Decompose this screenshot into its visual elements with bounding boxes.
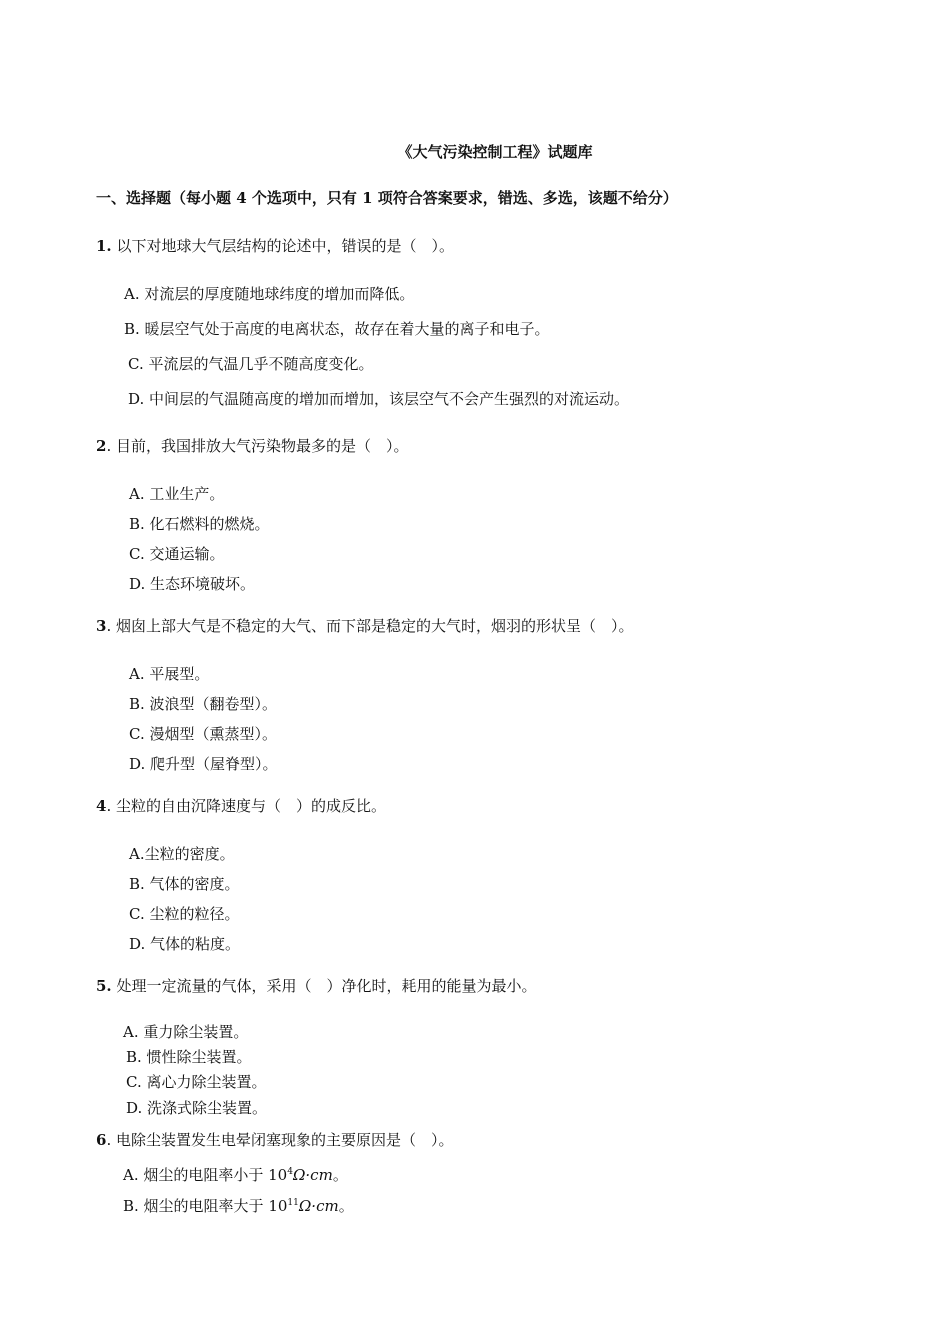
- question-text: . 烟囱上部大气是不稳定的大气、而下部是稳定的大气时，烟羽的形状呈（ ）。: [106, 617, 634, 635]
- option-suffix: 。: [332, 1166, 348, 1184]
- question-text: . 目前，我国排放大气污染物最多的是（ ）。: [106, 437, 409, 455]
- option-1a: A. 对流层的厚度随地球纬度的增加而降低。: [124, 285, 415, 303]
- option-2d: D. 生态环境破坏。: [129, 575, 256, 593]
- question-number: 6: [96, 1131, 107, 1149]
- option-3d: D. 爬升型（屋脊型）。: [129, 755, 278, 773]
- question-2: [96, 435, 408, 456]
- exponent: 11: [287, 1198, 299, 1208]
- question-number: 3: [96, 617, 107, 635]
- option-text: B. 烟尘的电阻率大于 10: [123, 1197, 288, 1215]
- option-4a: A.尘粒的密度。: [129, 845, 235, 863]
- question-5: [96, 975, 536, 996]
- option-2c: C. 交通运输。: [129, 545, 225, 563]
- question-1: [96, 235, 454, 256]
- option-1b: B. 暖层空气处于高度的电离状态，故存在着大量的离子和电子。: [124, 320, 550, 338]
- option-text: A. 烟尘的电阻率小于 10: [123, 1166, 288, 1184]
- exponent: 4: [287, 1167, 293, 1177]
- question-text: . 尘粒的自由沉降速度与（ ）的成反比。: [106, 797, 386, 815]
- question-text: 以下对地球大气层结构的论述中，错误的是（ ）。: [111, 237, 454, 255]
- option-3c: C. 漫烟型（熏蒸型）。: [129, 725, 277, 743]
- question-number: 2: [96, 437, 107, 455]
- option-1d: D. 中间层的气温随高度的增加而增加，该层空气不会产生强烈的对流运动。: [128, 390, 630, 408]
- option-2a: A. 工业生产。: [129, 485, 225, 503]
- question-4: [96, 795, 386, 816]
- unit: Ω·cm: [292, 1166, 333, 1184]
- option-3a: A. 平展型。: [129, 665, 210, 683]
- question-6: [96, 1129, 453, 1150]
- question-text: 处理一定流量的气体，采用（ ）净化时，耗用的能量为最小。: [111, 977, 537, 995]
- question-number: 4: [96, 797, 107, 815]
- option-suffix: 。: [338, 1197, 354, 1215]
- option-5c: C. 离心力除尘装置。: [126, 1073, 267, 1091]
- page-title: 《大气污染控制工程》试题库: [397, 143, 593, 161]
- option-5d: D. 洗涤式除尘装置。: [126, 1099, 268, 1117]
- question-3: [96, 615, 633, 636]
- question-text: . 电除尘装置发生电晕闭塞现象的主要原因是（ ）。: [106, 1131, 454, 1149]
- question-number: 1.: [96, 237, 112, 255]
- section-heading: 一、选择题（每小题 4 个选项中，只有 1 项符合答案要求，错选、多选，该题不给分）: [96, 189, 678, 207]
- option-4d: D. 气体的粘度。: [129, 935, 241, 953]
- option-3b: B. 波浪型（翻卷型）。: [129, 695, 278, 713]
- question-number: 5.: [96, 977, 112, 995]
- option-6a: [123, 1164, 348, 1185]
- unit: Ω·cm: [298, 1197, 339, 1215]
- option-4c: C. 尘粒的粒径。: [129, 905, 240, 923]
- option-5b: B. 惯性除尘装置。: [126, 1048, 252, 1066]
- option-4b: B. 气体的密度。: [129, 875, 240, 893]
- option-1c: C. 平流层的气温几乎不随高度变化。: [128, 355, 374, 373]
- option-6b: [123, 1195, 354, 1216]
- option-5a: A. 重力除尘装置。: [123, 1023, 249, 1041]
- option-2b: B. 化石燃料的燃烧。: [129, 515, 270, 533]
